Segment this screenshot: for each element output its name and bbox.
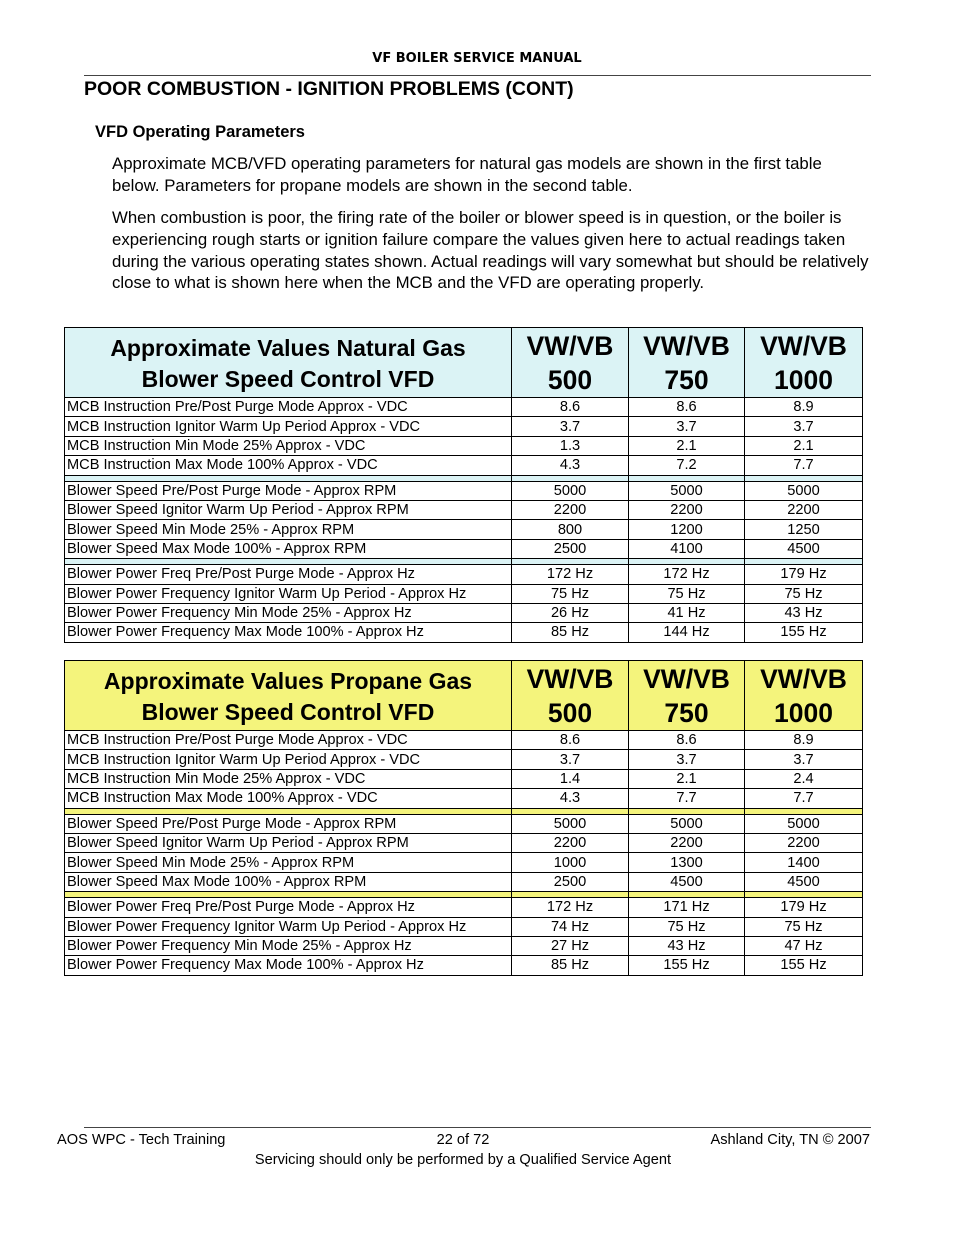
row-label: MCB Instruction Min Mode 25% Approx - VDC [65, 769, 512, 788]
row-value: 2200 [512, 833, 629, 852]
table-header-row [65, 661, 863, 731]
row-value: 155 Hz [745, 956, 863, 975]
table-row [65, 750, 863, 769]
row-value: 2.1 [629, 436, 745, 455]
model-header-500 [512, 328, 629, 398]
running-header: VF BOILER SERVICE MANUAL [372, 51, 582, 66]
table-row [65, 481, 863, 500]
table-row [65, 872, 863, 891]
row-label: Blower Power Freq Pre/Post Purge Mode - Approx Hz [65, 898, 512, 917]
table-row [65, 917, 863, 936]
row-label: MCB Instruction Max Mode 100% Approx - VDC [65, 456, 512, 475]
row-value: 2200 [629, 833, 745, 852]
row-label: Blower Speed Max Mode 100% - Approx RPM [65, 539, 512, 558]
header-rule [84, 75, 871, 76]
row-value: 2200 [745, 833, 863, 852]
row-value: 43 Hz [745, 603, 863, 622]
row-value: 1200 [629, 520, 745, 539]
row-value: 5000 [745, 814, 863, 833]
row-value: 4500 [745, 539, 863, 558]
row-value: 75 Hz [745, 584, 863, 603]
row-value: 7.7 [745, 789, 863, 808]
row-value: 3.7 [629, 417, 745, 436]
model-header-line1: VW/VB [760, 664, 847, 694]
table-row [65, 853, 863, 872]
row-value: 2500 [512, 539, 629, 558]
table-row [65, 500, 863, 519]
row-value: 43 Hz [629, 936, 745, 955]
row-value: 155 Hz [745, 623, 863, 642]
row-label: Blower Power Frequency Ignitor Warm Up Period - Approx Hz [65, 584, 512, 603]
row-value: 8.9 [745, 731, 863, 750]
row-value: 4.3 [512, 789, 629, 808]
table-row [65, 398, 863, 417]
row-value: 4500 [745, 872, 863, 891]
table-row [65, 789, 863, 808]
table-row [65, 417, 863, 436]
row-value: 7.7 [745, 456, 863, 475]
row-label: Blower Speed Min Mode 25% - Approx RPM [65, 853, 512, 872]
row-value: 1300 [629, 853, 745, 872]
row-value: 26 Hz [512, 603, 629, 622]
table-title-line1: Approximate Values Natural Gas [110, 334, 466, 361]
row-value: 2200 [512, 500, 629, 519]
row-label: Blower Speed Ignitor Warm Up Period - Approx RPM [65, 833, 512, 852]
row-label: Blower Power Frequency Ignitor Warm Up Period - Approx Hz [65, 917, 512, 936]
table-row [65, 603, 863, 622]
row-value: 2500 [512, 872, 629, 891]
propane-table [64, 660, 863, 976]
row-value: 85 Hz [512, 956, 629, 975]
model-header-750 [629, 661, 745, 731]
propane-table-body [65, 661, 863, 976]
table-row [65, 565, 863, 584]
row-value: 7.7 [629, 789, 745, 808]
row-value: 3.7 [629, 750, 745, 769]
row-value: 2200 [745, 500, 863, 519]
row-value: 8.6 [512, 398, 629, 417]
row-value: 8.6 [629, 398, 745, 417]
row-value: 2.1 [745, 436, 863, 455]
row-label: Blower Speed Pre/Post Purge Mode - Approx RPM [65, 814, 512, 833]
combustion-paragraph: When combustion is poor, the firing rate of the boiler or blower speed is in question, or the boiler is experiencing rough starts or ignition failure compare the values given here to actual readings taken during the various operating states shown. Actual readings will vary somewhat but should be relatively close to what is shown here when the MCB and the VFD are operating properly. [112, 208, 869, 293]
section-title: POOR COMBUSTION - IGNITION PROBLEMS (CONT) [84, 78, 574, 100]
model-header-line1: VW/VB [643, 664, 730, 694]
row-value: 3.7 [745, 750, 863, 769]
model-header-line2: 750 [664, 365, 709, 395]
model-header-1000 [745, 328, 863, 398]
row-value: 8.6 [629, 731, 745, 750]
model-header-line2: 500 [547, 365, 593, 395]
row-value: 8.9 [745, 398, 863, 417]
model-header-1000 [745, 661, 863, 731]
row-value: 2200 [629, 500, 745, 519]
footer-note: Servicing should only be performed by a Qualified Service Agent [254, 1152, 672, 1168]
model-header-line2: 750 [664, 698, 709, 728]
row-value: 74 Hz [512, 917, 629, 936]
row-value: 5000 [512, 481, 629, 500]
row-value: 2.4 [745, 769, 863, 788]
row-value: 3.7 [745, 417, 863, 436]
row-value: 27 Hz [512, 936, 629, 955]
model-header-line1: VW/VB [760, 331, 847, 361]
row-label: Blower Power Frequency Max Mode 100% - Approx Hz [65, 956, 512, 975]
row-value: 155 Hz [629, 956, 745, 975]
row-value: 7.2 [629, 456, 745, 475]
row-value: 179 Hz [745, 565, 863, 584]
row-label: Blower Speed Ignitor Warm Up Period - Approx RPM [65, 500, 512, 519]
table-title-line1: Approximate Values Propane Gas [103, 667, 473, 694]
row-value: 85 Hz [512, 623, 629, 642]
subsection-title: VFD Operating Parameters [95, 123, 305, 141]
row-value: 1000 [512, 853, 629, 872]
table-row [65, 539, 863, 558]
row-value: 172 Hz [629, 565, 745, 584]
row-value: 5000 [629, 814, 745, 833]
table-row [65, 814, 863, 833]
model-header-line2: 500 [547, 698, 593, 728]
row-value: 4.3 [512, 456, 629, 475]
model-header-line2: 1000 [774, 698, 833, 728]
table-row [65, 936, 863, 955]
row-value: 1.4 [512, 769, 629, 788]
table-row [65, 436, 863, 455]
row-value: 8.6 [512, 731, 629, 750]
row-label: MCB Instruction Max Mode 100% Approx - VDC [65, 789, 512, 808]
model-header-line1: VW/VB [526, 664, 614, 694]
row-value: 47 Hz [745, 936, 863, 955]
row-value: 144 Hz [629, 623, 745, 642]
row-value: 4500 [629, 872, 745, 891]
row-value: 1250 [745, 520, 863, 539]
table-header-row [65, 328, 863, 398]
row-value: 75 Hz [629, 584, 745, 603]
table-row [65, 623, 863, 642]
row-value: 5000 [745, 481, 863, 500]
row-label: MCB Instruction Ignitor Warm Up Period Approx - VDC [65, 417, 512, 436]
row-value: 172 Hz [512, 565, 629, 584]
row-label: MCB Instruction Min Mode 25% Approx - VDC [65, 436, 512, 455]
natural-gas-table [64, 327, 863, 643]
row-value: 179 Hz [745, 898, 863, 917]
row-label: Blower Speed Max Mode 100% - Approx RPM [65, 872, 512, 891]
intro-paragraph: Approximate MCB/VFD operating parameters for natural gas models are shown in the first table below. Parameters for propane models are shown in the second table. [112, 154, 822, 195]
row-label: Blower Speed Pre/Post Purge Mode - Approx RPM [65, 481, 512, 500]
model-header-line1: VW/VB [643, 331, 730, 361]
table-title-line2: Blower Speed Control VFD [141, 365, 435, 392]
row-label: MCB Instruction Pre/Post Purge Mode Approx - VDC [65, 731, 512, 750]
row-label: Blower Power Frequency Min Mode 25% - Approx Hz [65, 936, 512, 955]
table-row [65, 769, 863, 788]
row-value: 41 Hz [629, 603, 745, 622]
row-value: 5000 [629, 481, 745, 500]
model-header-line1: VW/VB [526, 331, 614, 361]
footer-right: Ashland City, TN © 2007 [710, 1132, 870, 1148]
table-row [65, 898, 863, 917]
row-value: 75 Hz [629, 917, 745, 936]
row-value: 800 [512, 520, 629, 539]
row-label: Blower Power Frequency Min Mode 25% - Approx Hz [65, 603, 512, 622]
table-row [65, 584, 863, 603]
model-header-750 [629, 328, 745, 398]
model-header-line2: 1000 [774, 365, 833, 395]
row-value: 1400 [745, 853, 863, 872]
row-value: 75 Hz [512, 584, 629, 603]
row-value: 4100 [629, 539, 745, 558]
table-row [65, 731, 863, 750]
table-row [65, 833, 863, 852]
row-value: 171 Hz [629, 898, 745, 917]
row-value: 5000 [512, 814, 629, 833]
row-value: 172 Hz [512, 898, 629, 917]
row-value: 75 Hz [745, 917, 863, 936]
footer-rule [84, 1127, 871, 1128]
row-value: 3.7 [512, 750, 629, 769]
table-title-line2: Blower Speed Control VFD [141, 698, 435, 725]
table-row [65, 956, 863, 975]
row-label: MCB Instruction Ignitor Warm Up Period Approx - VDC [65, 750, 512, 769]
page-number: 22 of 72 [436, 1132, 490, 1148]
footer-left: AOS WPC - Tech Training [57, 1132, 226, 1148]
row-label: Blower Power Freq Pre/Post Purge Mode - Approx Hz [65, 565, 512, 584]
table-row [65, 456, 863, 475]
row-value: 1.3 [512, 436, 629, 455]
row-value: 2.1 [629, 769, 745, 788]
table-title [65, 661, 512, 731]
model-header-500 [512, 661, 629, 731]
row-label: Blower Speed Min Mode 25% - Approx RPM [65, 520, 512, 539]
natural-gas-table-body [65, 328, 863, 643]
table-title [65, 328, 512, 398]
row-label: Blower Power Frequency Max Mode 100% - Approx Hz [65, 623, 512, 642]
table-row [65, 520, 863, 539]
row-label: MCB Instruction Pre/Post Purge Mode Approx - VDC [65, 398, 512, 417]
row-value: 3.7 [512, 417, 629, 436]
